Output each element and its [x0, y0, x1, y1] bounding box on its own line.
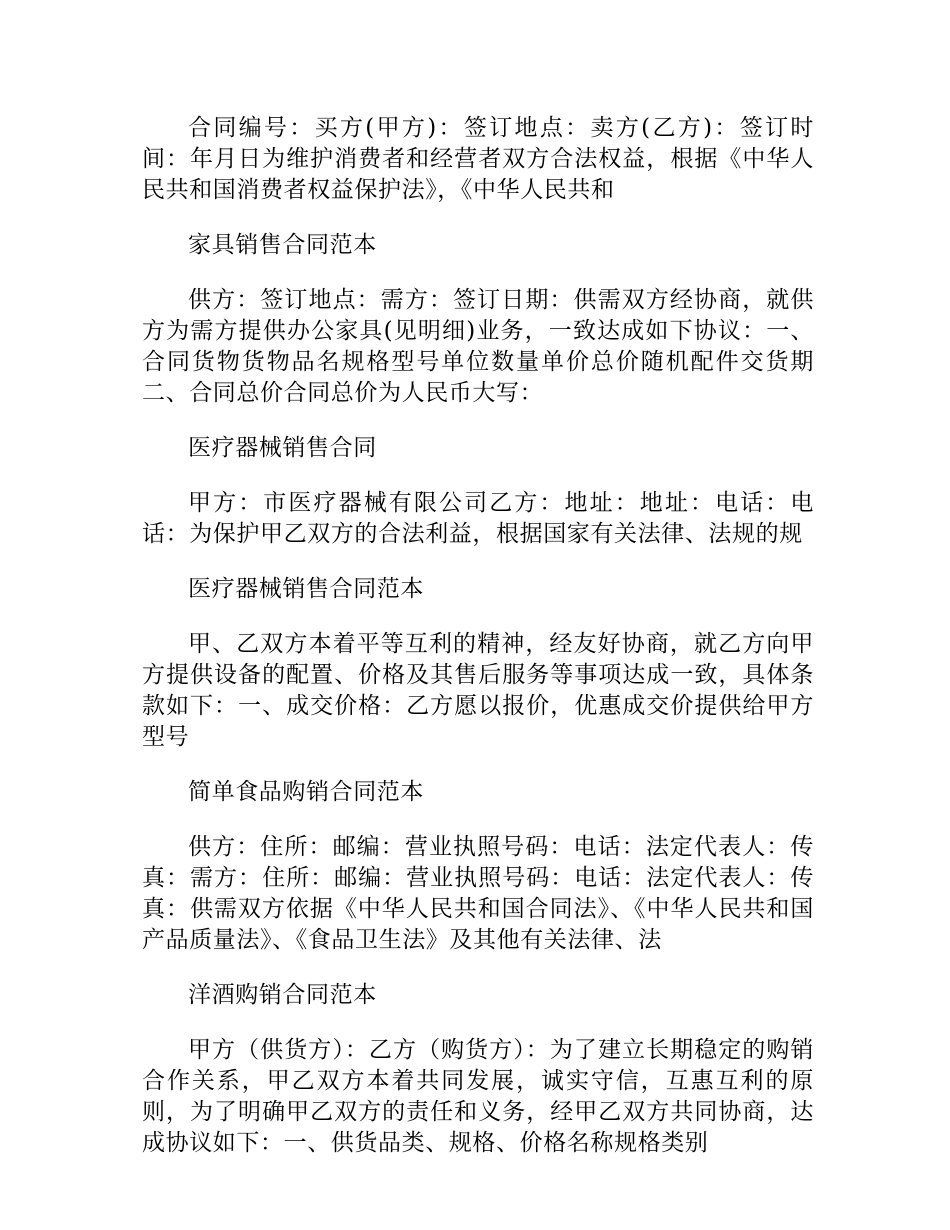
food-paragraph: 供方：住所：邮编：营业执照号码：电话：法定代表人：传真：需方：住所：邮编：营业执照号码：电话：法定代表人：传真：供需双方依据《中华人民共和国合同法》、《中华人民共和国产品质量法》、《食品卫生法》及其他有关法律、法 [142, 834, 814, 953]
liquor-paragraph: 甲方（供货方）：乙方（购货方）：为了建立长期稳定的购销合作关系，甲乙双方本着共同发展，诚实守信，互惠互利的原则，为了明确甲乙双方的责任和义务，经甲乙双方共同协商，达成协议如下：一、供货品类、规格、价格名称规格类别 [142, 1037, 814, 1156]
section-heading-medical: 医疗器械销售合同 [188, 435, 377, 461]
contract-intro-paragraph: 合同编号：买方(甲方)：签订地点：卖方(乙方)：签订时间：年月日为维护消费者和经营者双方合法权益，根据《中华人民共和国消费者权益保护法》，《中华人民共和 [142, 115, 814, 203]
section-heading-medical-template: 医疗器械销售合同范本 [188, 576, 424, 602]
furniture-paragraph: 供方：签订地点：需方：签订日期：供需双方经协商，就供方为需方提供办公家具(见明细)业务，一致达成如下协议：一、合同货物货物品名规格型号单位数量单价总价随机配件交货期二、合同总价合同总价为人民币大写： [142, 287, 814, 406]
section-heading-food: 简单食品购销合同范本 [188, 779, 424, 805]
document-body [142, 113, 814, 1159]
section-heading-furniture: 家具销售合同范本 [188, 232, 377, 258]
medical-paragraph: 甲方：市医疗器械有限公司乙方：地址：地址：电话：电话：为保护甲乙双方的合法利益，根据国家有关法律、法规的规 [142, 490, 814, 547]
medical-template-paragraph: 甲、乙双方本着平等互利的精神，经友好协商，就乙方向甲方提供设备的配置、价格及其售后服务等事项达成一致，具体条款如下：一、成交价格：乙方愿以报价，优惠成交价提供给甲方型号 [142, 631, 814, 750]
section-heading-liquor: 洋酒购销合同范本 [188, 982, 377, 1008]
